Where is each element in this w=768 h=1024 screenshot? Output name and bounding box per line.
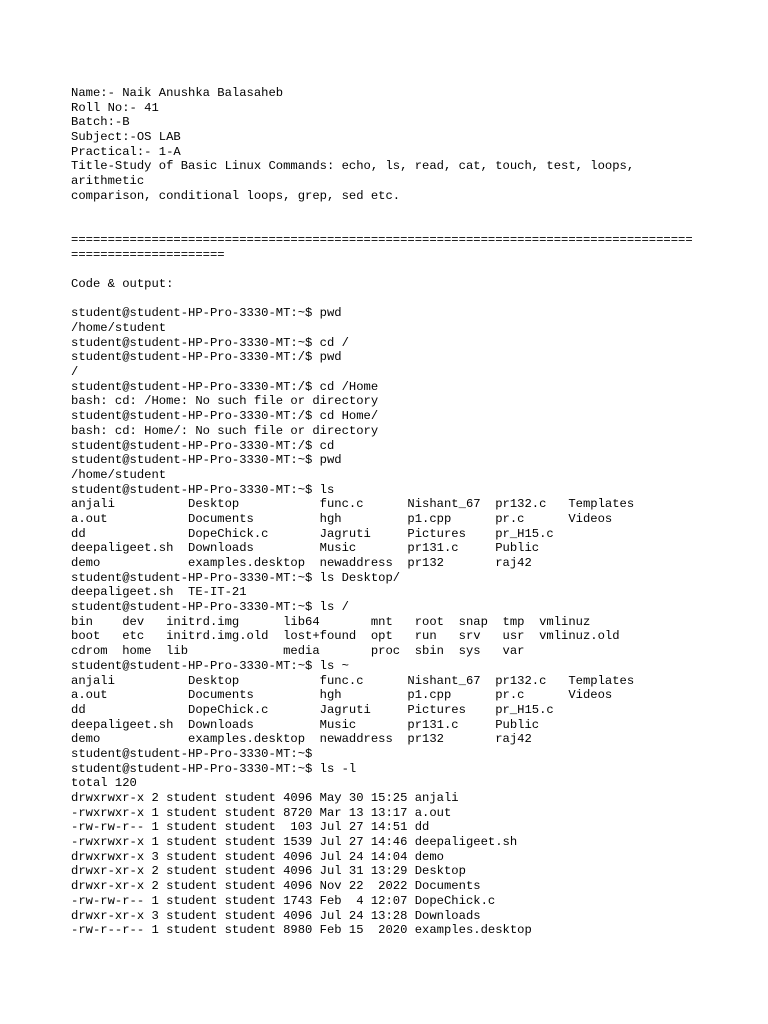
title-continuation-line: comparison, conditional loops, grep, sed etc.: [71, 188, 401, 203]
blank-line: [71, 204, 761, 219]
student-name-line: Name:- Naik Anushka Balasaheb: [71, 86, 284, 100]
header-block: [71, 86, 761, 306]
output-line: cdrom home lib media proc sbin sys var: [71, 644, 525, 659]
output-line: dd DopeChick.c Jagruti Pictures pr_H15.c: [71, 526, 554, 541]
error-line: bash: cd: /Home: No such file or directory: [71, 394, 379, 409]
blank-line: [71, 262, 761, 277]
prompt-line: student@student-HP-Pro-3330-MT:/$ cd: [71, 438, 335, 453]
ls-long-row: drwxr-xr-x 2 student student 4096 Nov 22 2022 Documents: [71, 879, 481, 894]
output-line: demo examples.desktop newaddress pr132 raj42: [71, 556, 532, 570]
prompt-line: student@student-HP-Pro-3330-MT:/$ pwd: [71, 350, 342, 365]
prompt-line: student@student-HP-Pro-3330-MT:~$ pwd: [71, 306, 342, 321]
output-line: /home/student: [71, 467, 167, 482]
output-line: a.out Documents hgh p1.cpp pr.c Videos: [71, 688, 613, 703]
ls-long-row: -rw-rw-r-- 1 student student 103 Jul 27 14:51 dd: [71, 820, 430, 835]
section-heading: Code & output:: [71, 276, 174, 291]
prompt-line: student@student-HP-Pro-3330-MT:~$: [71, 746, 313, 761]
blank-line: [71, 218, 761, 233]
batch-line: Batch:-B: [71, 115, 130, 130]
output-line: a.out Documents hgh p1.cpp pr.c Videos: [71, 511, 613, 526]
blank-line: [71, 292, 761, 307]
output-line: deepaligeet.sh Downloads Music pr131.c Public: [71, 717, 540, 732]
terminal-session: [71, 306, 761, 938]
ls-long-row: -rw-rw-r-- 1 student student 1743 Feb 4 12:07 DopeChick.c: [71, 893, 496, 908]
output-line: anjali Desktop func.c Nishant_67 pr132.c Templates: [71, 673, 635, 688]
practical-line: Practical:- 1-A: [71, 144, 181, 159]
ls-long-row: -rwxrwxr-x 1 student student 1539 Jul 27 14:46 deepaligeet.sh: [71, 835, 518, 850]
separator-line: =====================================================================================: [71, 232, 693, 247]
output-line: boot etc initrd.img.old lost+found opt run srv usr vmlinuz.old: [71, 629, 620, 644]
prompt-line: student@student-HP-Pro-3330-MT:~$ ls -l: [71, 761, 357, 776]
prompt-line: student@student-HP-Pro-3330-MT:~$ pwd: [71, 453, 342, 468]
ls-long-row: drwxrwxr-x 2 student student 4096 May 30 15:25 anjali: [71, 791, 459, 805]
subject-line: Subject:-OS LAB: [71, 130, 181, 145]
ls-long-row: -rw-r--r-- 1 student student 8980 Feb 15 2020 examples.desktop: [71, 923, 532, 938]
prompt-line: student@student-HP-Pro-3330-MT:~$ ls: [71, 482, 335, 497]
roll-number-line: Roll No:- 41: [71, 100, 159, 115]
title-line: Title-Study of Basic Linux Commands: echo, ls, read, cat, touch, test, loops,: [71, 159, 635, 174]
error-line: bash: cd: Home/: No such file or directory: [71, 423, 379, 438]
prompt-line: student@student-HP-Pro-3330-MT:~$ ls /: [71, 600, 349, 615]
output-line: /home/student: [71, 321, 167, 335]
ls-long-row: drwxr-xr-x 2 student student 4096 Jul 31 13:29 Desktop: [71, 864, 466, 879]
prompt-line: student@student-HP-Pro-3330-MT:~$ cd /: [71, 335, 349, 350]
output-line: bin dev initrd.img lib64 mnt root snap tmp vmlinuz: [71, 614, 591, 629]
output-line: deepaligeet.sh Downloads Music pr131.c Public: [71, 541, 540, 556]
prompt-line: student@student-HP-Pro-3330-MT:~$ ls Desktop/: [71, 570, 401, 585]
document-body: [71, 86, 761, 938]
prompt-line: student@student-HP-Pro-3330-MT:/$ cd /Home: [71, 379, 379, 394]
prompt-line: student@student-HP-Pro-3330-MT:~$ ls ~: [71, 658, 349, 673]
output-line: demo examples.desktop newaddress pr132 raj42: [71, 732, 532, 747]
title-continuation-line: arithmetic: [71, 174, 145, 189]
ls-long-row: drwxrwxr-x 3 student student 4096 Jul 24 14:04 demo: [71, 849, 444, 864]
output-line: dd DopeChick.c Jagruti Pictures pr_H15.c: [71, 702, 554, 717]
ls-long-row: -rwxrwxr-x 1 student student 8720 Mar 13 13:17 a.out: [71, 805, 452, 820]
separator-line: =====================: [71, 247, 225, 262]
ls-long-row: drwxr-xr-x 3 student student 4096 Jul 24 13:28 Downloads: [71, 908, 481, 923]
output-line: /: [71, 365, 79, 380]
output-line: total 120: [71, 776, 137, 791]
prompt-line: student@student-HP-Pro-3330-MT:/$ cd Home/: [71, 409, 379, 424]
output-line: deepaligeet.sh TE-IT-21: [71, 585, 247, 600]
output-line: anjali Desktop func.c Nishant_67 pr132.c Templates: [71, 497, 635, 512]
